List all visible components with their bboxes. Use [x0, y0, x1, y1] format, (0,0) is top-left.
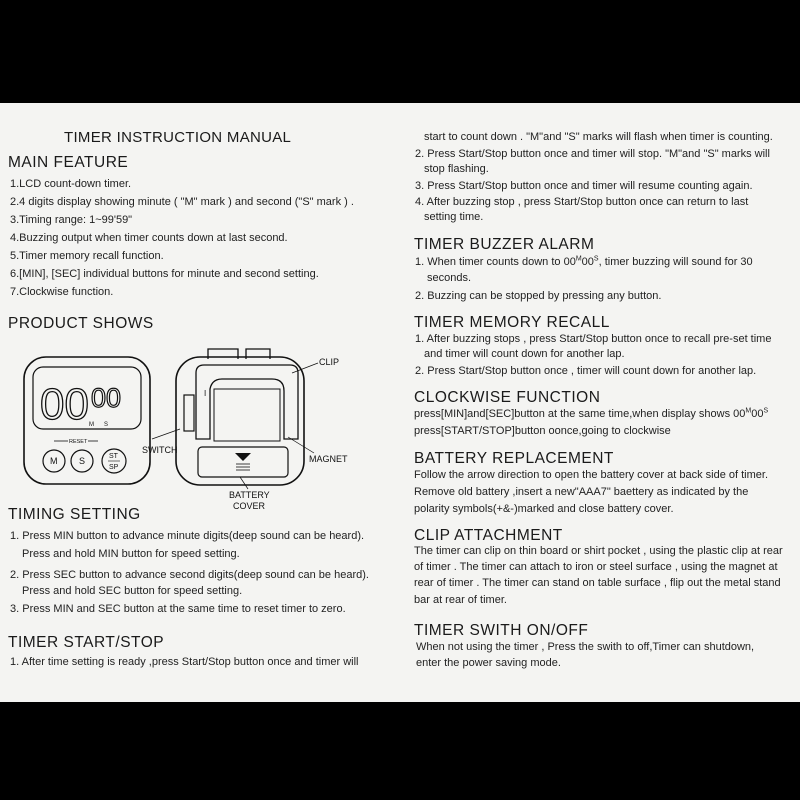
timing-setting-line: 2. Press SEC button to advance second digits(deep sound can be heard).: [10, 569, 369, 581]
buzzer-alarm-line: seconds.: [427, 272, 472, 284]
main-feature-heading: MAIN FEATURE: [8, 154, 129, 171]
clockwise-line: press[MIN]and[SEC]button at the same time,when display shows $00^M00^S$: [414, 407, 769, 420]
main-feature-item: 2.4 digits display showing minute ( "M" mark ) and second ("S" mark ) .: [10, 196, 354, 208]
memory-recall-line: 2. Press Start/Stop button once , timer will count down for another lap.: [415, 365, 757, 377]
start-stop-line: 2. Press Start/Stop button once and timer will stop. "M"and "S" marks will: [415, 148, 770, 160]
min-button-label: M: [50, 456, 58, 466]
timing-setting-heading: TIMING SETTING: [8, 506, 141, 523]
main-feature-item: 5.Timer memory recall function.: [10, 250, 164, 262]
battery-line: polarity symbols(+&-)marked and close battery cover.: [414, 503, 674, 515]
start-stop-line: 4. After buzzing stop , press Start/Stop button once can return to last: [415, 196, 749, 208]
battery-heading: BATTERY REPLACEMENT: [414, 450, 614, 467]
clockwise-heading: CLOCKWISE FUNCTION: [414, 389, 601, 406]
display-s-mark: S: [104, 422, 109, 428]
timer-back-view: [142, 349, 348, 511]
main-feature-item: 1.LCD count-down timer.: [10, 178, 132, 190]
clockwise-line: press[START/STOP]button oonce,going to clockwise: [414, 425, 671, 437]
clip-line: rear of timer . The timer can stand on table surface , flip out the metal stand: [414, 577, 781, 589]
start-stop-line: setting time.: [424, 211, 484, 223]
timer-start-stop-heading: TIMER START/STOP: [8, 634, 165, 651]
clip-label: CLIP: [319, 357, 340, 367]
clip-line: of timer . The timer can attach to iron or steel surface , using the magnet at: [414, 561, 778, 573]
timing-setting-line: 1. Press MIN button to advance minute digits(deep sound can be heard).: [10, 530, 365, 542]
start-stop-line: 3. Press Start/Stop button once and timer will resume counting again.: [415, 180, 753, 192]
start-stop-label-top: ST: [109, 453, 118, 460]
display-big-digits: 00: [40, 380, 89, 429]
start-stop-line: 1. After time setting is ready ,press Start/Stop button once and timer will: [10, 656, 359, 668]
timing-setting-line: Press and hold SEC button for speed setting.: [22, 585, 243, 597]
main-feature-item: 4.Buzzing output when timer counts down at last second.: [10, 232, 288, 244]
product-shows-heading: PRODUCT SHOWS: [8, 315, 154, 332]
start-stop-line: stop flashing.: [424, 163, 489, 175]
switch-mark: I: [204, 389, 207, 398]
manual-title: TIMER INSTRUCTION MANUAL: [64, 129, 292, 146]
display-m-mark: M: [89, 422, 94, 428]
product-diagram: [8, 343, 400, 513]
clip-heading: CLIP ATTACHMENT: [414, 527, 563, 544]
buzzer-alarm-line: 2. Buzzing can be stopped by pressing any button.: [415, 290, 662, 302]
battery-label-2: COVER: [233, 501, 266, 511]
magnet-label: MAGNET: [309, 454, 348, 464]
buzzer-alarm-heading: TIMER BUZZER ALARM: [414, 236, 595, 253]
battery-label-1: BATTERY: [229, 490, 270, 500]
clip-line: The timer can clip on thin board or shirt pocket , using the plastic clip at rear: [414, 545, 783, 557]
start-stop-label-bottom: SP: [109, 464, 119, 471]
memory-recall-heading: TIMER MEMORY RECALL: [414, 314, 610, 331]
display-small-digits: 00: [91, 383, 122, 413]
clip-line: bar at rear of timer.: [414, 594, 507, 606]
switch-label: SWITCH: [142, 445, 178, 455]
main-feature-item: 7.Clockwise function.: [10, 286, 114, 298]
buzzer-alarm-line: 1. When timer counts down to $00^M00^S$, timer buzzing will sound for 30: [415, 255, 753, 268]
battery-line: Follow the arrow direction to open the battery cover at back side of timer.: [414, 469, 769, 481]
memory-recall-line: 1. After buzzing stops , press Start/Stop button once to recall pre-set time: [415, 333, 772, 345]
main-feature-item: 6.[MIN], [SEC] individual buttons for minute and second setting.: [10, 268, 319, 280]
battery-cover[interactable]: [198, 447, 288, 477]
onoff-line: When not using the timer , Press the swith to off,Timer can shutdown,: [416, 641, 755, 653]
battery-line: Remove old battery ,insert a new"AAA7" baettery as indicated by the: [414, 486, 749, 498]
main-feature-item: 3.Timing range: 1~99'59": [10, 214, 133, 226]
onoff-heading: TIMER SWITH ON/OFF: [414, 622, 589, 639]
timing-setting-line: 3. Press MIN and SEC button at the same time to reset timer to zero.: [10, 603, 346, 615]
timing-setting-line: Press and hold MIN button for speed setting.: [22, 548, 240, 560]
onoff-line: enter the power saving mode.: [416, 657, 561, 669]
start-stop-line: start to count down . "M"and "S" marks will flash when timer is counting.: [424, 131, 773, 143]
sec-button-label: S: [79, 456, 86, 466]
timer-front-view: [24, 357, 150, 484]
memory-recall-line: and timer will count down for another lap.: [424, 348, 625, 360]
reset-label: RESET: [69, 439, 88, 445]
manual-sheet: [0, 103, 800, 702]
